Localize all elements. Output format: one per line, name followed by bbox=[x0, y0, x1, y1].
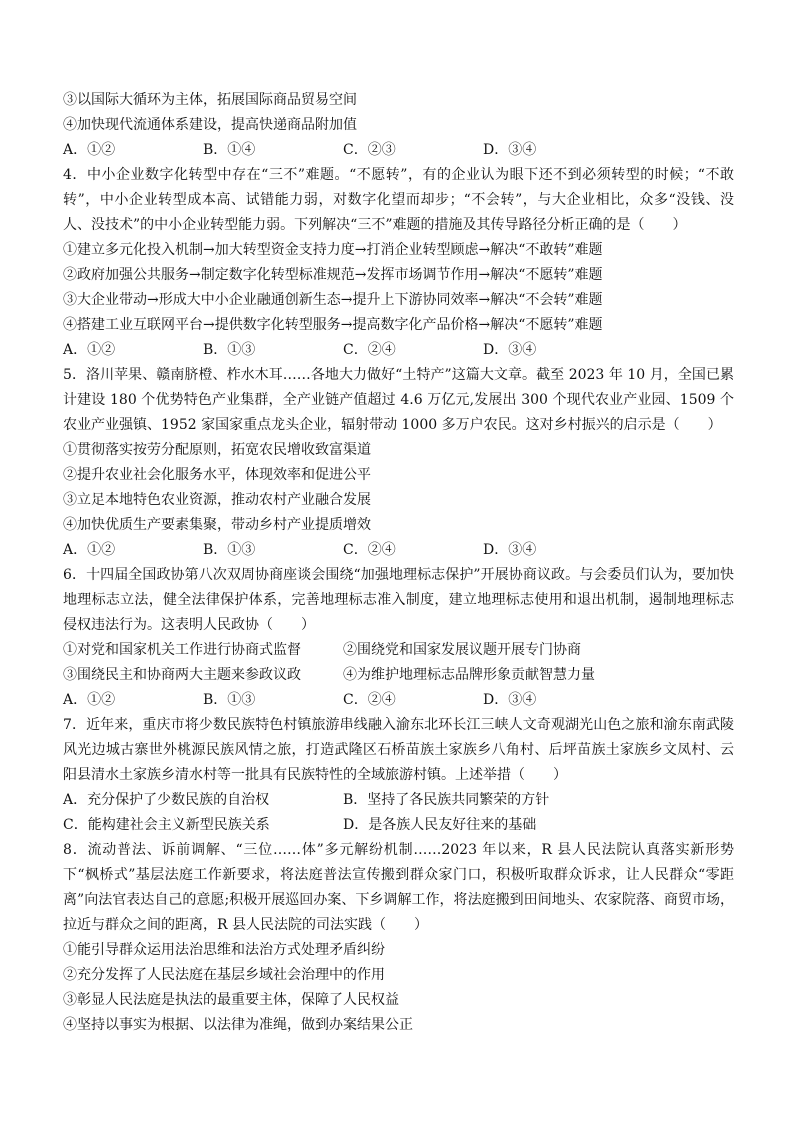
q8-statement-1: ①能引导群众运用法治思维和法治方式处理矛盾纠纷 bbox=[63, 942, 385, 958]
option-a: A．①② bbox=[63, 692, 116, 708]
option-d: D．是各族人民友好往来的基础 bbox=[343, 817, 537, 833]
option-b: B．①③ bbox=[203, 692, 256, 708]
option-c: C．能构建社会主义新型民族关系 bbox=[63, 817, 270, 833]
q6-statements-row-1 bbox=[63, 638, 734, 663]
prev-options bbox=[63, 138, 734, 163]
option-b: B．①④ bbox=[203, 142, 256, 158]
q6-statement-4: ④为维护地理标志品牌形象贡献智慧力量 bbox=[343, 667, 595, 683]
q5-statement-2: ②提升农业社会化服务水平，体现效率和促进公平 bbox=[63, 467, 371, 483]
q5-statement-4: ④加快优质生产要素集聚，带动乡村产业提质增效 bbox=[63, 517, 371, 533]
option-c: C．②④ bbox=[343, 542, 396, 558]
q7-options-row-2 bbox=[63, 813, 734, 838]
q6-statements-row-2 bbox=[63, 663, 734, 688]
q6-statement-1: ①对党和国家机关工作进行协商式监督 bbox=[63, 642, 301, 658]
q4-stem: 4．中小企业数字化转型中存在“三不”难题。“不愿转”，有的企业认为眼下还不到必须转型的时候；“不敢转”，中小企业转型成本高、试错能力弱，对数字化望而却步；“不会转”，与大企业相比，众多“没钱、没人、没技术”的中小企业转型能力弱。下列解决“三不”难题的措施及其传导路径分析正确的是（ ） bbox=[63, 167, 734, 233]
q6-options bbox=[63, 688, 734, 713]
option-c: C．②④ bbox=[343, 692, 396, 708]
option-a: A．①② bbox=[63, 342, 116, 358]
prev-statement-4: ④加快现代流通体系建设，提高快递商品附加值 bbox=[63, 117, 357, 133]
option-a: A．①② bbox=[63, 542, 116, 558]
q4-options bbox=[63, 338, 734, 363]
option-a: A．充分保护了少数民族的自治权 bbox=[63, 792, 270, 808]
q5-stem: 5．洛川苹果、赣南脐橙、柞水木耳……各地大力做好“土特产”这篇大文章。截至 2023 年 10 月，全国已累计建设 180 个优势特色产业集群，全产业链产值超过 4.6 万亿元,发展出 300 个现代农业产业园、1509 个农业产业强镇、1952 家国家重点龙头企业，辐射带动 1000 多万户农民。这对乡村振兴的启示是（ ） bbox=[63, 367, 734, 433]
q8-stem: 8．流动普法、诉前调解、“三位……体”多元解纷机制……2023 年以来，R 县人民法院认真落实新形势下“枫桥式”基层法庭工作新要求，将法庭普法宣传搬到群众家门口，积极听取群众诉求，让人民群众“零距离”向法官表达自己的意愿;积极开展巡回办案、下乡调解工作，将法庭搬到田间地头、农家院落、商贸市场，拉近与群众之间的距离，R 县人民法院的司法实践（ ） bbox=[63, 842, 734, 933]
q6-statement-2: ②围绕党和国家发展议题开展专门协商 bbox=[343, 642, 581, 658]
q8-statement-4: ④坚持以事实为根据、以法律为准绳，做到办案结果公正 bbox=[63, 1017, 413, 1033]
option-b: B．①③ bbox=[203, 542, 256, 558]
option-d: D．③④ bbox=[483, 542, 537, 558]
option-d: D．③④ bbox=[483, 142, 537, 158]
q4-statement-4: ④搭建工业互联网平台→提供数字化转型服务→提高数字化产品价格→解决“不愿转”难题 bbox=[63, 317, 603, 333]
q7-stem: 7．近年来，重庆市将少数民族特色村镇旅游串线融入渝东北环长江三峡人文奇观湖光山色之旅和渝东南武陵风光边城古寨世外桃源民族风情之旅，打造武隆区石桥苗族土家族乡八角村、后坪苗族土家族乡文凤村、云阳县清水土家族乡清水村等一批具有民族特性的全域旅游村镇。上述举措（ ） bbox=[63, 717, 734, 783]
prev-statement-3: ③以国际大循环为主体，拓展国际商品贸易空间 bbox=[63, 92, 357, 108]
q5-statement-3: ③立足本地特色农业资源，推动农村产业融合发展 bbox=[63, 492, 371, 508]
option-a: A．①② bbox=[63, 142, 116, 158]
q7-options-row-1 bbox=[63, 788, 734, 813]
q5-options bbox=[63, 538, 734, 563]
option-b: B．①③ bbox=[203, 342, 256, 358]
q6-statement-3: ③围绕民主和协商两大主题来参政议政 bbox=[63, 667, 301, 683]
q4-statement-2: ②政府加强公共服务→制定数字化转型标准规范→发挥市场调节作用→解决“不愿转”难题 bbox=[63, 267, 603, 283]
option-c: C．②③ bbox=[343, 142, 396, 158]
q6-stem: 6．十四届全国政协第八次双周协商座谈会围绕“加强地理标志保护”开展协商议政。与会委员们认为，要加快地理标志立法，健全法律保护体系，完善地理标志准入制度，建立地理标志使用和退出机制，遏制地理标志侵权违法行为。这表明人民政协（ ） bbox=[63, 567, 734, 633]
q8-statement-2: ②充分发挥了人民法庭在基层乡域社会治理中的作用 bbox=[63, 967, 385, 983]
option-d: D．③④ bbox=[483, 342, 537, 358]
q4-statement-1: ①建立多元化投入机制→加大转型资金支持力度→打消企业转型顾虑→解决“不敢转”难题 bbox=[63, 242, 603, 258]
q5-statement-1: ①贯彻落实按劳分配原则，拓宽农民增收致富渠道 bbox=[63, 442, 371, 458]
option-b: B．坚持了各民族共同繁荣的方针 bbox=[343, 792, 550, 808]
q8-statement-3: ③彰显人民法庭是执法的最重要主体，保障了人民权益 bbox=[63, 992, 399, 1008]
option-c: C．②④ bbox=[343, 342, 396, 358]
q4-statement-3: ③大企业带动→形成大中小企业融通创新生态→提升上下游协同效率→解决“不会转”难题 bbox=[63, 292, 603, 308]
option-d: D．③④ bbox=[483, 692, 537, 708]
